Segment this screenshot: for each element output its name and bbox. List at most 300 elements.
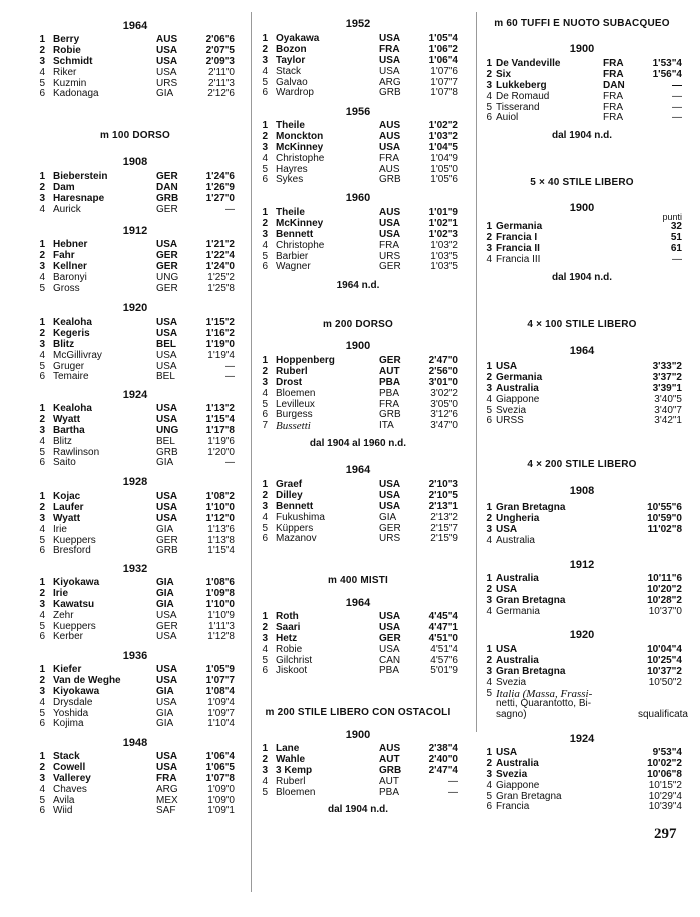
- nation-code: USA: [156, 491, 178, 502]
- competitor-name: Bozon: [276, 43, 307, 55]
- competitor-name: Francia I: [496, 231, 538, 243]
- place: 1: [486, 221, 492, 232]
- result-time: 4'51"0: [428, 632, 458, 644]
- result-time: 1'08"4: [205, 685, 235, 697]
- nation-code: DAN: [156, 181, 178, 193]
- result-time: 1'27"0: [205, 192, 235, 204]
- competitor-name: Gilchrist: [276, 654, 313, 666]
- result-row: [35, 372, 235, 383]
- nation-code: AUS: [379, 120, 401, 131]
- year-heading: 1932: [122, 563, 148, 575]
- result-row: [482, 92, 682, 103]
- result-time: 61: [670, 242, 682, 254]
- place: 2: [262, 217, 268, 229]
- place: 5: [39, 620, 45, 632]
- place: 3: [262, 54, 268, 66]
- result-time: 1'24"0: [205, 260, 235, 272]
- place: 5: [39, 446, 45, 458]
- competitor-name: Van de Weghe: [53, 674, 121, 686]
- result-time: —: [672, 253, 682, 265]
- nation-code: DAN: [603, 79, 625, 91]
- competitor-name: Aurick: [53, 203, 81, 215]
- results-list: [258, 208, 458, 273]
- nation-code: URS: [156, 77, 178, 89]
- place: 6: [39, 88, 45, 100]
- competitor-name: Gran Bretagna: [496, 790, 562, 802]
- year-heading: 1964: [345, 597, 371, 609]
- place: 2: [262, 489, 268, 501]
- results-list: [482, 574, 682, 618]
- result-time: 1'02"1: [428, 217, 458, 229]
- event-title: 5 × 40 STILE LIBERO: [530, 177, 634, 188]
- result-row: [35, 785, 235, 796]
- competitor-name: McKinney: [276, 217, 324, 229]
- result-time: 10'59"0: [647, 512, 682, 524]
- result-time: 3'12"6: [430, 409, 458, 421]
- competitor-name: Zehr: [53, 609, 74, 621]
- competitor-name: Kealoha: [53, 317, 92, 328]
- result-row: [35, 458, 235, 469]
- result-time: 1'02"2: [428, 120, 458, 131]
- result-row: [35, 806, 235, 817]
- result-time: 1'09"1: [207, 805, 235, 817]
- place: 4: [262, 775, 268, 787]
- result-time: —: [672, 90, 682, 102]
- place: 2: [39, 761, 45, 773]
- competitor-name: Francia: [496, 801, 530, 813]
- competitor-name: Tisserand: [496, 101, 540, 113]
- nation-code: GIA: [156, 598, 174, 610]
- result-time: 10'37"2: [647, 665, 682, 677]
- place: 6: [39, 718, 45, 730]
- competitor-name: Stack: [53, 751, 80, 762]
- nation-code: USA: [379, 141, 401, 153]
- result-row: [258, 241, 458, 252]
- result-time: 1'56"4: [652, 68, 682, 80]
- competitor-name: Francia II: [496, 242, 540, 254]
- competitor-name: Baronyi: [53, 271, 87, 283]
- nation-code: AUT: [379, 753, 400, 765]
- place: 4: [262, 239, 268, 251]
- result-time: 1'22"4: [205, 249, 235, 261]
- place: 5: [262, 654, 268, 666]
- result-time: 1'10"0: [205, 598, 235, 610]
- nation-code: GRB: [379, 174, 401, 186]
- nation-code: CAN: [379, 654, 401, 666]
- competitor-name: McKinney: [276, 141, 324, 153]
- note-text: dal 1904 n.d.: [327, 804, 389, 815]
- place: 2: [262, 43, 268, 55]
- competitor-name: Kawatsu: [53, 598, 95, 610]
- place: 1: [486, 58, 492, 69]
- nation-code: AUS: [379, 130, 401, 142]
- nation-code: AUS: [379, 163, 400, 175]
- result-row: [35, 525, 235, 536]
- result-time: 1'03"5: [430, 250, 458, 262]
- competitor-name: Kuzmin: [53, 77, 87, 89]
- result-time: 2'13"2: [430, 511, 458, 523]
- competitor-name: Ruberl: [276, 775, 306, 787]
- result-time: 1'24"6: [205, 171, 235, 182]
- nation-code: FRA: [603, 101, 623, 113]
- nation-code: PBA: [379, 665, 400, 677]
- result-time: 1'13"2: [205, 403, 235, 414]
- result-time: 1'03"2: [430, 239, 458, 251]
- competitor-name: Kueppers: [53, 620, 96, 632]
- nation-code: GER: [156, 249, 178, 261]
- competitor-name: Bieberstein: [53, 171, 108, 182]
- result-time: 2'56"0: [428, 365, 458, 377]
- year-heading: 1900: [569, 202, 595, 214]
- place: 6: [262, 87, 268, 99]
- nation-code: USA: [379, 489, 401, 501]
- result-time: 1'03"2: [428, 130, 458, 142]
- competitor-name: Germania: [496, 371, 543, 383]
- results-list: [258, 356, 458, 432]
- place: 6: [262, 174, 268, 186]
- result-time: 1'12"0: [205, 512, 235, 524]
- nation-code: GER: [156, 282, 178, 294]
- nation-code: USA: [156, 761, 178, 773]
- result-row: [35, 351, 235, 362]
- result-time: 4'51"4: [430, 643, 458, 655]
- result-row: [258, 513, 458, 524]
- place: 5: [262, 163, 268, 175]
- result-time: 10'28"2: [647, 594, 682, 606]
- result-time: 1'15"2: [205, 317, 235, 328]
- competitor-name: Six: [496, 68, 512, 80]
- year-heading: 1924: [569, 733, 595, 745]
- competitor-name: Ungheria: [496, 512, 540, 524]
- place: 4: [39, 783, 45, 795]
- units-label: punti: [662, 212, 682, 222]
- result-time: 1'03"5: [430, 261, 458, 273]
- nation-code: GER: [379, 522, 401, 534]
- competitor-name: Temaire: [53, 371, 89, 383]
- place: 6: [486, 801, 492, 813]
- nation-code: FRA: [379, 43, 400, 55]
- year-heading: 1956: [345, 106, 371, 118]
- place: 5: [262, 76, 268, 88]
- result-time: 10'50"2: [648, 676, 682, 688]
- result-time: 1'09"0: [207, 794, 235, 806]
- place: 1: [39, 403, 45, 414]
- competitor-name: Blitz: [53, 435, 72, 447]
- result-row: [35, 611, 235, 622]
- nation-code: FRA: [603, 112, 623, 124]
- result-time: 5'01"9: [430, 665, 458, 677]
- result-row: [482, 607, 682, 618]
- result-time: 3'40"7: [654, 404, 682, 416]
- competitor-name: Giappone: [496, 393, 540, 405]
- place: 1: [262, 33, 268, 44]
- note-text: 1964 n.d.: [336, 280, 380, 291]
- competitor-name: Hayres: [276, 163, 308, 175]
- competitor-name: Christophe: [276, 152, 325, 164]
- place: 5: [39, 794, 45, 806]
- results-list: [35, 492, 235, 557]
- result-row: [35, 205, 235, 216]
- competitor-name: De Vandeville: [496, 58, 561, 69]
- result-time: 1'53"4: [652, 58, 682, 69]
- competitor-name: Robie: [53, 44, 81, 56]
- place: 1: [39, 577, 45, 588]
- place: 1: [262, 611, 268, 622]
- competitor-name: Francia III: [496, 253, 541, 265]
- result-time: 2'06"6: [205, 34, 235, 45]
- result-row: [258, 788, 458, 799]
- competitor-name: Hebner: [53, 239, 88, 250]
- place: 4: [39, 609, 45, 621]
- result-time: 1'05"0: [430, 163, 458, 175]
- place: 6: [262, 261, 268, 273]
- place: 3: [39, 685, 45, 697]
- results-list: [482, 644, 688, 721]
- competitor-name: USA: [496, 747, 518, 758]
- results-list: [482, 59, 682, 124]
- nation-code: GRB: [379, 764, 402, 776]
- nation-code: GRB: [156, 545, 178, 557]
- year-heading: 1900: [569, 43, 595, 55]
- competitor-name: Drost: [276, 376, 303, 388]
- place: 1: [486, 502, 492, 513]
- place: 3: [486, 665, 492, 677]
- place: 5: [262, 786, 268, 798]
- place: 6: [39, 457, 45, 469]
- nation-code: USA: [379, 65, 400, 77]
- result-time: 10'15"2: [648, 779, 682, 791]
- place: 5: [39, 282, 45, 294]
- result-row: [258, 666, 458, 677]
- place: 2: [486, 654, 492, 666]
- result-time: 1'19"0: [205, 338, 235, 350]
- competitor-name: Monckton: [276, 130, 324, 142]
- place: 4: [39, 696, 45, 708]
- place: 5: [262, 398, 268, 410]
- competitor-name: McGillivray: [53, 349, 102, 361]
- competitor-name: Saito: [53, 457, 76, 469]
- results-list: [258, 480, 458, 545]
- place: 4: [486, 605, 492, 617]
- place: 2: [486, 371, 492, 383]
- result-time: 1'06"4: [205, 751, 235, 762]
- nation-code: GRB: [379, 87, 401, 99]
- result-row: [35, 632, 235, 643]
- competitor-name: Svezia: [496, 404, 527, 416]
- place: 3: [39, 424, 45, 436]
- competitor-name: Burgess: [276, 409, 313, 421]
- column-divider: [476, 12, 477, 732]
- result-time: 2'07"5: [205, 44, 235, 56]
- competitor-name: Jiskoot: [276, 665, 308, 677]
- competitor-name: Vallerey: [53, 772, 91, 784]
- competitor-name: Wyatt: [53, 413, 81, 425]
- result-time: —: [448, 775, 458, 787]
- result-row: [258, 88, 458, 99]
- place: 6: [39, 631, 45, 643]
- nation-code: USA: [156, 674, 178, 686]
- result-time: 1'07"6: [430, 65, 458, 77]
- place: 3: [262, 376, 268, 388]
- competitor-name: Germania: [496, 605, 540, 617]
- competitor-name: Kiyokawa: [53, 577, 100, 588]
- place: 1: [486, 573, 492, 584]
- competitor-name: Australia: [496, 573, 539, 584]
- competitor-name: Stack: [276, 65, 302, 77]
- place: 6: [262, 409, 268, 421]
- result-time: 1'26"9: [205, 181, 235, 193]
- note-text: dal 1904 al 1960 n.d.: [309, 438, 407, 449]
- result-time: 3'05"0: [430, 398, 458, 410]
- competitor-name: Wahle: [276, 753, 306, 765]
- nation-code: USA: [156, 413, 178, 425]
- place: 1: [39, 491, 45, 502]
- note-text: dal 1904 n.d.: [551, 130, 613, 141]
- competitor-name: Saari: [276, 621, 301, 633]
- result-row: [482, 255, 682, 266]
- result-row: [35, 698, 235, 709]
- nation-code: ARG: [156, 783, 178, 795]
- result-time: 1'09"7: [207, 707, 235, 719]
- result-time: 2'13"1: [428, 500, 458, 512]
- place: 4: [262, 511, 268, 523]
- results-list: [35, 665, 235, 730]
- result-time: 2'12"6: [207, 88, 235, 100]
- place: 3: [486, 523, 492, 535]
- result-row: [258, 67, 458, 78]
- result-time: —: [672, 112, 682, 124]
- result-time: 1'09"8: [205, 587, 235, 599]
- nation-code: PBA: [379, 387, 400, 399]
- result-time: 3'33"2: [652, 361, 682, 372]
- competitor-name: Avila: [53, 794, 75, 806]
- result-time: 1'06"5: [205, 761, 235, 773]
- event-title: 4 × 100 STILE LIBERO: [527, 319, 637, 330]
- result-time: 2'11"0: [208, 66, 235, 78]
- year-heading: 1936: [122, 650, 148, 662]
- place: 4: [486, 90, 492, 102]
- result-time: 2'47"0: [428, 355, 458, 366]
- competitor-name: netti, Quarantotto, Bi-: [496, 698, 592, 710]
- competitor-name: Taylor: [276, 54, 306, 66]
- result-row: [482, 678, 682, 689]
- nation-code: USA: [379, 217, 401, 229]
- results-list: [35, 318, 235, 383]
- competitor-name: Bresford: [53, 545, 91, 557]
- result-time: —: [225, 457, 235, 469]
- competitor-name: Oyakawa: [276, 33, 320, 44]
- result-row: [482, 536, 682, 547]
- result-row: [35, 437, 235, 448]
- competitor-name: Kojima: [53, 718, 84, 730]
- competitor-name: De Romaud: [496, 90, 550, 102]
- result-time: 1'15"4: [205, 413, 235, 425]
- nation-code: GER: [156, 203, 178, 215]
- result-time: 1'16"2: [205, 327, 235, 339]
- result-time: 32: [670, 221, 682, 232]
- nation-code: GIA: [156, 523, 174, 535]
- result-time: 2'10"5: [428, 489, 458, 501]
- place: 1: [486, 361, 492, 372]
- nation-code: ARG: [379, 76, 401, 88]
- place: 3: [39, 192, 45, 204]
- competitor-name: USA: [496, 523, 518, 535]
- results-list: [258, 744, 458, 798]
- place: 1: [262, 479, 268, 490]
- place: 3: [262, 228, 268, 240]
- result-time: 3'02"2: [430, 387, 458, 399]
- competitor-name: Graef: [276, 479, 303, 490]
- competitor-name: Auiol: [496, 112, 519, 124]
- place: 6: [486, 112, 492, 124]
- place: 1: [262, 207, 268, 218]
- competitor-name: Gruger: [53, 360, 85, 372]
- place: 2: [39, 249, 45, 261]
- nation-code: USA: [379, 228, 401, 240]
- results-list: [482, 748, 682, 813]
- result-time: 1'04"5: [428, 141, 458, 153]
- result-time: 2'15"9: [430, 533, 458, 545]
- place: 4: [262, 152, 268, 164]
- place: 7: [262, 420, 268, 432]
- competitor-name: Lane: [276, 743, 300, 754]
- place: 2: [486, 757, 492, 769]
- nation-code: URS: [379, 533, 401, 545]
- competitor-name: Hetz: [276, 632, 298, 644]
- result-time: 1'09"4: [207, 696, 235, 708]
- nation-code: GER: [379, 355, 401, 366]
- result-time: 1'06"2: [428, 43, 458, 55]
- event-title: m 400 MISTI: [328, 575, 388, 586]
- year-heading: 1964: [569, 345, 595, 357]
- result-time: 1'13"8: [207, 534, 235, 546]
- result-time: 2'10"3: [428, 479, 458, 490]
- nation-code: USA: [379, 33, 401, 44]
- year-heading: 1920: [569, 629, 595, 641]
- result-row: [35, 546, 235, 557]
- result-row: [35, 89, 235, 100]
- result-time: 1'07"8: [205, 772, 235, 784]
- place: 5: [262, 522, 268, 534]
- nation-code: UNG: [156, 271, 179, 283]
- nation-code: AUS: [156, 34, 178, 45]
- result-row: [482, 113, 682, 124]
- result-time: 2'09"3: [205, 55, 235, 67]
- nation-code: FRA: [603, 58, 624, 69]
- results-list: [35, 404, 235, 469]
- nation-code: USA: [156, 609, 177, 621]
- event-title: m 100 DORSO: [99, 130, 170, 141]
- competitor-name: Bussetti: [276, 420, 311, 433]
- nation-code: USA: [156, 360, 177, 372]
- place: 2: [39, 501, 45, 513]
- nation-code: AUS: [379, 207, 401, 218]
- nation-code: GER: [379, 261, 401, 273]
- competitor-name: Bennett: [276, 228, 314, 240]
- result-row: [482, 802, 682, 813]
- result-time: 3'01"0: [428, 376, 458, 388]
- year-heading: 1908: [569, 485, 595, 497]
- place: 1: [486, 644, 492, 655]
- nation-code: FRA: [379, 152, 399, 164]
- competitor-name: Kegeris: [53, 327, 90, 339]
- nation-code: GRB: [156, 446, 178, 458]
- nation-code: GIA: [156, 685, 174, 697]
- nation-code: AUT: [379, 775, 399, 787]
- place: 5: [39, 77, 45, 89]
- nation-code: USA: [156, 66, 177, 78]
- result-time: 1'07"8: [430, 87, 458, 99]
